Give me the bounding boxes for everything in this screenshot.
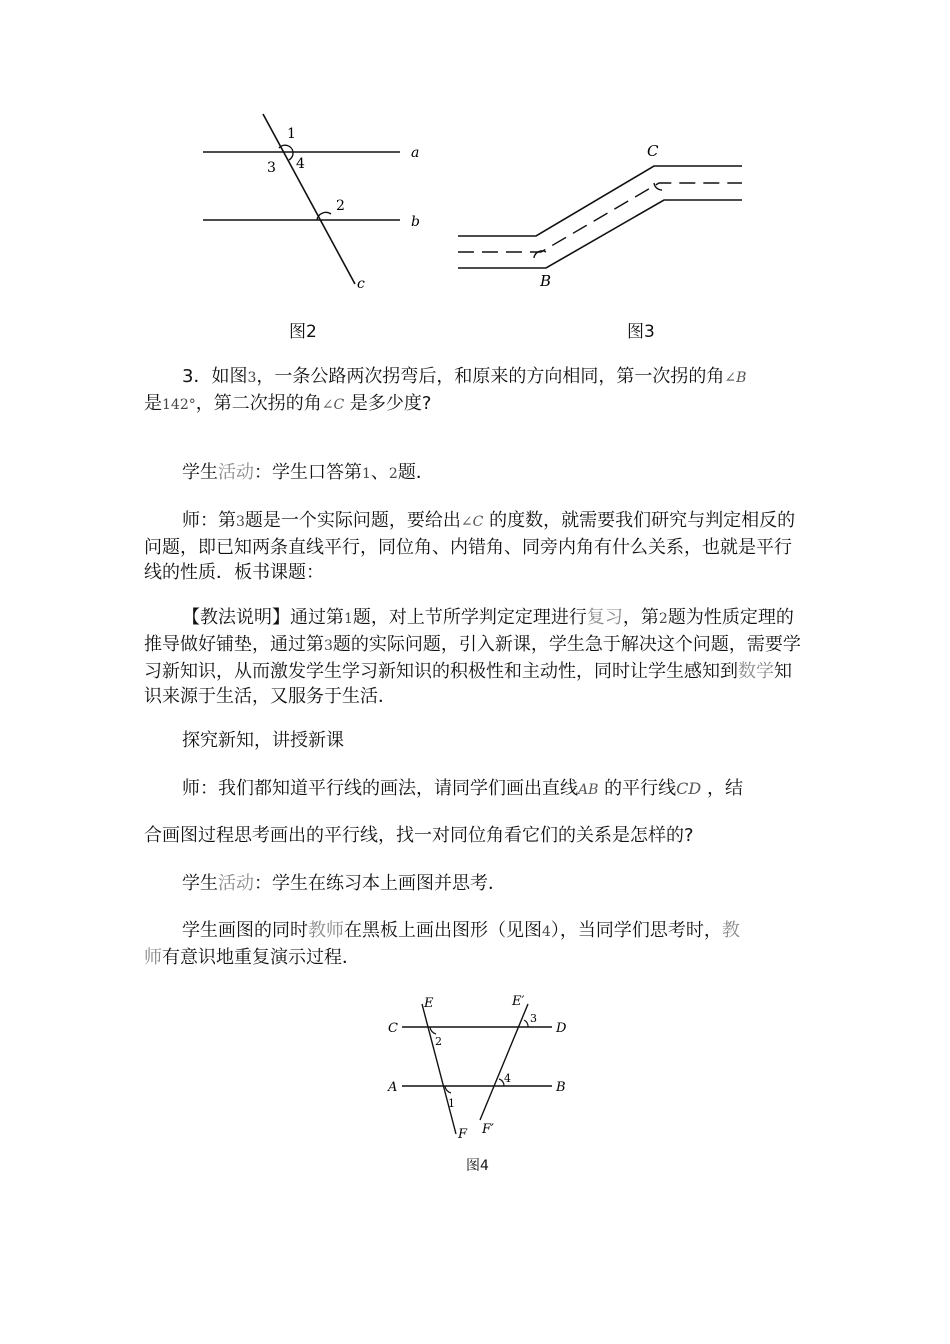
teacher-paragraph-1: 师：第3题是一个实际问题，要给出∠C 的度数，就需要我们研究与判定相反的问题，即已知两条直线平行，同位角、内错角、同旁内角有什么关系，也就是平行线的性质．板书课题： [144,510,796,583]
figure-3-caption: 图3 [627,322,655,342]
label-B: B [556,1080,566,1095]
angle-label-1: 1 [448,1097,455,1110]
figure-2 [195,110,435,300]
angle-label-4: 4 [504,1072,511,1085]
drawing-paragraph: 学生画图的同时教师在黑板上画出图形（见图4），当同学们思考时，教 师有意识地重复演示过程． [144,920,740,968]
label-c: c [357,276,365,292]
label-E: E [424,996,434,1011]
label-B: B [540,272,552,290]
figure-3 [450,138,750,298]
label-D: D [556,1021,567,1036]
question-3: 3．如图3，一条公路两次拐弯后，和原来的方向相同，第一次拐的角∠B 是142°，第二次拐的角∠C 是多少度? [144,366,747,414]
angle-label-3: 3 [267,160,276,176]
label-a: a [411,145,420,161]
angle-label-3: 3 [530,1012,537,1025]
student-activity-1: 学生活动：学生口答第1、2题． [182,462,434,483]
angle-label-4: 4 [296,156,305,172]
label-C: C [388,1021,398,1036]
label-E-prime: E′ [512,994,525,1009]
angle-label-1: 1 [287,126,296,142]
student-activity-2: 学生活动：学生在练习本上画图并思考． [182,873,506,894]
teacher-paragraph-2-cont: 合画图过程思考画出的平行线，找一对同位角看它们的关系是怎样的? [144,825,694,846]
figure-4-caption: 图4 [466,1158,489,1174]
label-F-prime: F′ [482,1122,494,1137]
label-F: F [458,1127,468,1142]
teacher-paragraph-2: 师：我们都知道平行线的画法，请同学们画出直线AB 的平行线CD ，结 [182,778,743,799]
label-C: C [647,142,659,160]
teaching-method-note: 【教法说明】通过第1题，对上节所学判定定理进行复习，第2题为性质定理的推导做好铺垫，通过第3题的实际问题，引入新课，学生急于解决这个问题，需要学习新知识，从而激发学生学习新知识的积极性和主动性，同时让学生感知到数学知识来源于生活，又服务于生活． [144,607,801,707]
label-b: b [411,214,420,230]
angle-label-2: 2 [336,198,345,214]
figure-4 [380,990,580,1150]
section-heading-explore: 探究新知，讲授新课 [182,730,344,751]
label-A: A [388,1080,398,1095]
angle-label-2: 2 [435,1035,442,1048]
figure-2-caption: 图2 [289,322,317,342]
